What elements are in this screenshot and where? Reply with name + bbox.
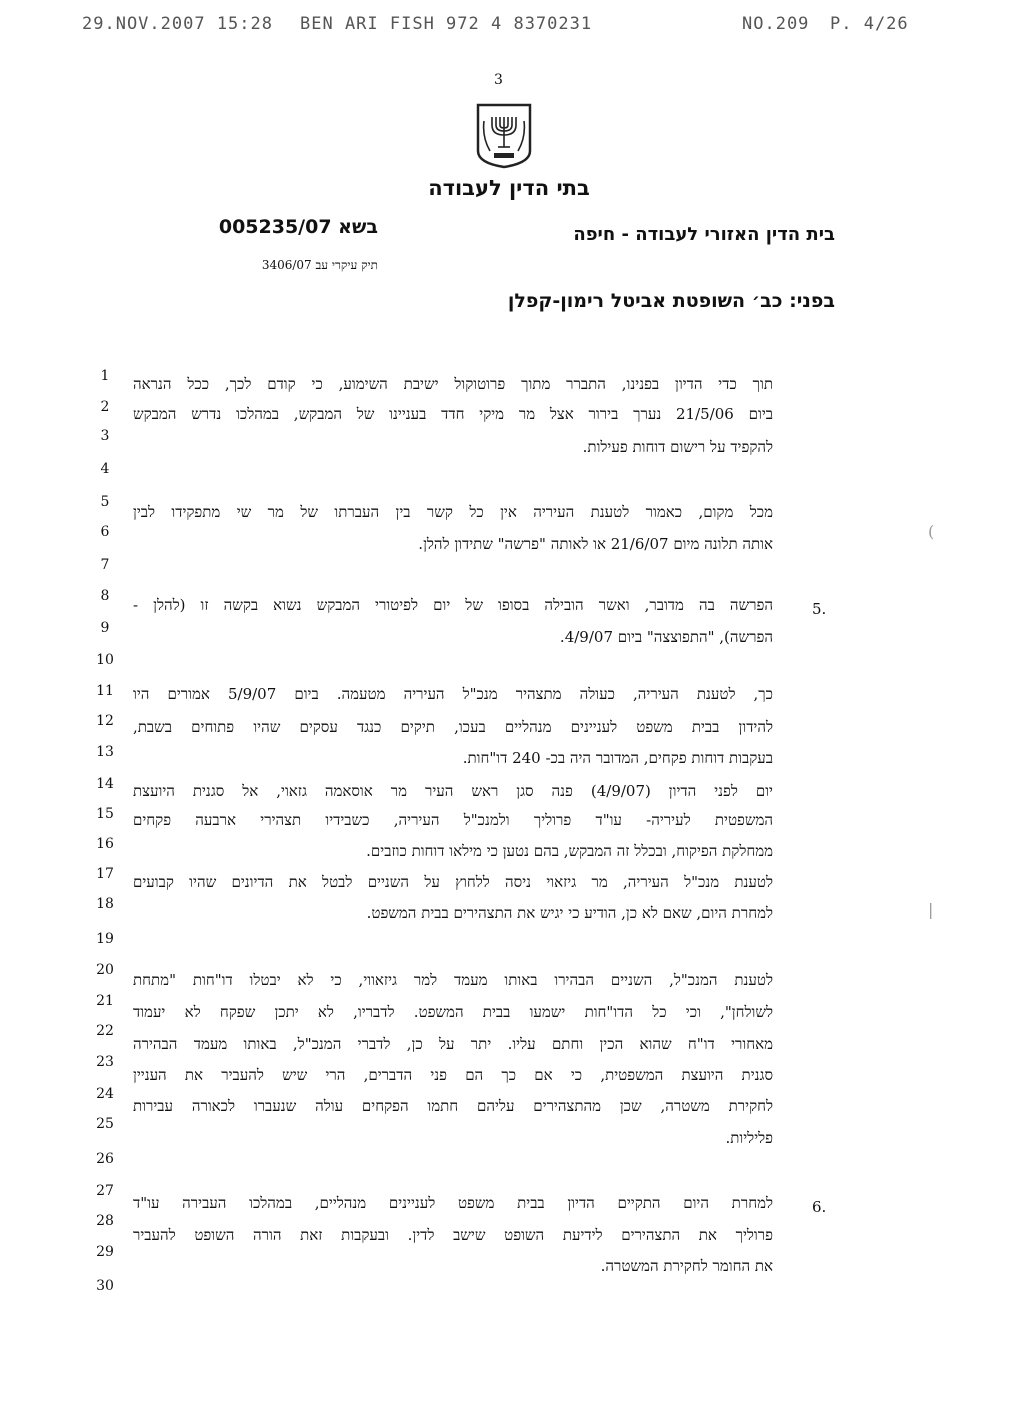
text-line: את החומר לחקירת המשטרה. [600,1257,773,1275]
court-name: בית הדין האזורי לעבודה - חיפה [573,224,835,245]
text-line: כך, לטענת העיריה, כעולה מתצהיר מנכ"ל העיריה מטעמה. ביום 5/9/07 אמורים היו [133,685,774,703]
text-line: מכל מקום, כאמור לטענת העיריה אין כל קשר בין העברתו של מר שי מתפקידו לבין [133,503,773,521]
judge-line: בפני: כב׳ השופטת אביטל רימון-קפלן [507,290,835,312]
line-number: 25 [96,1116,114,1132]
text-line: לחקירת משטרה, שכן מהתצהירים עליהם חתמו הפקחים עולה שנעברו לכאורה עבירות [133,1097,773,1115]
line-number: 23 [96,1054,114,1070]
line-number: 18 [96,896,114,912]
text-line: בעקבות דוחות פקחים, המדובר היה בכ- 240 דו"חות. [462,749,773,767]
line-number: 30 [96,1278,114,1294]
text-line: לטענת המנכ"ל, השניים הבהירו באותו מעמד למר גיזאווי, כי לא יבטלו דו"חות "מתחת [133,971,773,989]
text-line: המשפטית לעיריה- עו"ד פרוליך ולמנכ"ל העיריה, כשבידיו תצהירי ארבעה פקחים [133,811,773,829]
line-number: 1 [100,368,110,384]
line-number: 6 [100,524,110,540]
text-line: להידון בבית משפט לעניינים מנהליים בעכו, תיקים כנגד עסקים שהיו פתוחים בשבת, [133,718,773,736]
text-line: אותה תלונה מיום 21/6/07 או לאותה "פרשה" שתידון להלן. [418,535,773,553]
line-number: 12 [96,713,114,729]
scan-mark: | [928,900,934,919]
line-number: 14 [96,776,114,792]
line-number: 4 [100,461,110,477]
text-line: לשולחן", וכי כל הדו"חות ישמעו בבית המשפט. לדבריו, לא יתכן שפקח לא יעמוד [133,1003,773,1021]
court-system-title: בתי הדין לעבודה [428,176,590,200]
paragraph-number: 6. [812,1198,827,1216]
paragraph-number: 5. [812,600,827,618]
line-number: 5 [100,494,110,510]
text-line: להקפיד על רישום דוחות פעילות. [582,438,773,456]
menorah-emblem-icon [474,103,534,169]
main-file-number: תיק עיקרי עב 3406/07 [261,258,378,272]
line-number: 24 [96,1086,114,1102]
text-line: ממחלקת הפיקוח, ובכלל זה המבקש, בהם נטען כי מילאו דוחות כוזבים. [366,842,773,860]
text-line: למחרת היום התקיים הדיון בבית משפט לעניינים מנהליים, במהלכו העבירה עו"ד [133,1194,773,1212]
fax-date: 29.NOV.2007 15:28 [82,14,273,34]
fax-sender: BEN ARI FISH 972 4 8370231 [300,14,593,34]
line-number: 29 [96,1244,114,1260]
line-number: 7 [100,557,110,573]
text-line: פליליות. [725,1129,773,1147]
text-line: הפרשה בה מדובר, ואשר הובילה בסופו של יום לפיטורי המבקש נשוא בקשה זו (להלן - [133,596,773,614]
text-line: פרוליך את התצהירים לידיעת השופט שישב לדין. ובעקבות זאת הורה השופט להעביר [133,1226,773,1244]
scan-mark: ( [928,522,935,541]
fax-page: P. 4/26 [830,14,909,34]
line-number: 27 [96,1183,114,1199]
line-number: 15 [96,806,114,822]
line-number: 13 [96,744,114,760]
text-line: יום לפני הדיון (4/9/07) פנה סגן ראש העיר מר אוסאמה גזאוי, אל סגנית היועצת [133,782,773,800]
fax-number: NO.209 [742,14,810,34]
line-number: 16 [96,836,114,852]
line-number: 11 [96,683,114,699]
line-number: 10 [96,652,114,668]
text-line: ביום 21/5/06 נערך בירור אצל מר מיקי חדד בעניינו של המבקש, במהלכו נדרש המבקש [133,405,773,423]
text-line: סגנית היועצת המשפטית, כי אם כך הם פני הדברים, הרי שיש להעביר את העניין [133,1066,773,1084]
line-number: 19 [96,931,114,947]
line-number: 26 [96,1151,114,1167]
line-number: 17 [96,866,114,882]
line-number: 28 [96,1213,114,1229]
line-number: 21 [96,993,114,1009]
line-number: 2 [100,399,110,415]
text-line: הפרשה), "התפוצצה" ביום 4/9/07. [559,628,773,646]
text-line: למחרת היום, שאם לא כן, הודיע כי יגיש את התצהירים בבית המשפט. [366,904,773,922]
text-line: לטענת מנכ"ל העיריה, מר גיזאוי ניסה ללחוץ על השניים לבטל את הדיונים שהיו קבועים [133,873,773,891]
text-line: תוך כדי הדיון בפנינו, התברר מתוך פרוטוקול ישיבת השימוע, כי קודם לכך, ככל הנראה [133,375,773,393]
line-number: 20 [96,962,114,978]
text-line: מאחורי דו"ח שהוא הכין וחתם עליו. יתר על כן, לדברי המנכ"ל, באותו מעמד הבהירה [133,1035,773,1053]
line-number: 8 [100,588,110,604]
case-number: בשא 005235/07 [218,216,378,238]
line-number: 22 [96,1023,114,1039]
line-number: 9 [100,620,110,636]
page-number: 3 [494,72,503,88]
line-number: 3 [100,428,110,444]
